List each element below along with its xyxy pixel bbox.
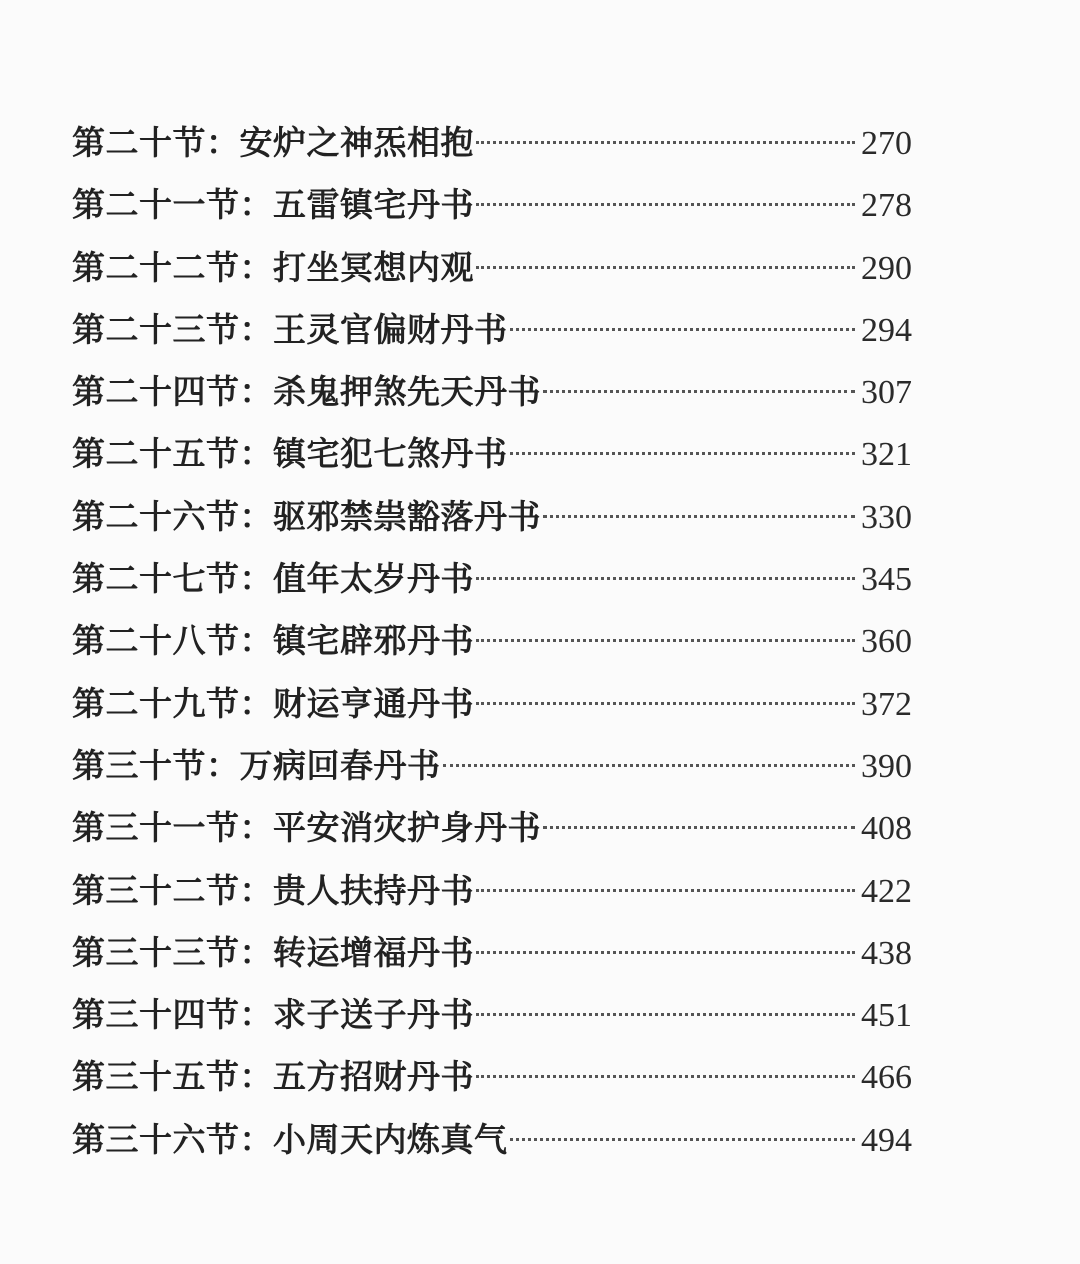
dot-leader xyxy=(476,639,855,642)
dot-leader xyxy=(543,515,855,518)
toc-entry-page: 278 xyxy=(861,187,912,225)
toc-entry-page: 422 xyxy=(861,872,912,910)
toc-entry-title: 第三十六节：小周天内炼真气 xyxy=(72,1119,508,1159)
toc-entry-24 xyxy=(72,361,912,423)
toc-entry-26 xyxy=(72,486,912,548)
table-of-contents xyxy=(72,112,912,1171)
toc-entry-title: 第二十八节：镇宅辟邪丹书 xyxy=(72,621,474,661)
toc-entry-20 xyxy=(72,112,912,174)
toc-entry-title: 第二十节：安炉之神炁相抱 xyxy=(72,123,474,162)
toc-entry-28 xyxy=(72,610,912,672)
toc-entry-title: 第三十三节：转运增福丹书 xyxy=(72,932,474,972)
toc-entry-page: 466 xyxy=(861,1059,912,1097)
toc-entry-title: 第三十四节：求子送子丹书 xyxy=(72,995,474,1035)
toc-entry-title: 第二十六节：驱邪禁祟豁落丹书 xyxy=(72,496,541,536)
toc-entry-page: 390 xyxy=(861,747,912,785)
toc-entry-page: 372 xyxy=(861,685,912,723)
dot-leader xyxy=(476,141,855,144)
dot-leader xyxy=(476,1013,855,1016)
dot-leader xyxy=(476,266,855,269)
toc-entry-title: 第三十节：万病回春丹书 xyxy=(72,745,441,785)
toc-entry-page: 290 xyxy=(861,249,912,287)
toc-entry-32 xyxy=(72,860,912,922)
dot-leader xyxy=(476,203,855,206)
dot-leader xyxy=(510,328,856,331)
toc-entry-30 xyxy=(72,735,912,797)
toc-entry-page: 330 xyxy=(861,498,912,536)
toc-entry-page: 345 xyxy=(861,561,912,599)
toc-entry-title: 第三十五节：五方招财丹书 xyxy=(72,1057,474,1097)
dot-leader xyxy=(476,702,855,705)
dot-leader xyxy=(543,390,855,393)
toc-entry-title: 第二十一节：五雷镇宅丹书 xyxy=(72,185,474,225)
toc-entry-title: 第二十四节：杀鬼押煞先天丹书 xyxy=(72,372,541,412)
dot-leader xyxy=(476,1075,855,1078)
toc-entry-title: 第二十二节：打坐冥想内观 xyxy=(72,247,474,287)
dot-leader xyxy=(510,1138,856,1141)
toc-entry-23 xyxy=(72,299,912,361)
toc-entry-33 xyxy=(72,922,912,984)
toc-entry-34 xyxy=(72,984,912,1046)
toc-entry-title: 第二十九节：财运亨通丹书 xyxy=(72,683,474,723)
dot-leader xyxy=(443,764,856,767)
toc-entry-29 xyxy=(72,673,912,735)
toc-entry-page: 307 xyxy=(861,374,912,412)
toc-entry-21 xyxy=(72,174,912,236)
toc-entry-page: 294 xyxy=(861,311,912,349)
dot-leader xyxy=(476,577,855,580)
toc-entry-27 xyxy=(72,548,912,610)
toc-entry-page: 360 xyxy=(861,623,912,661)
toc-entry-31 xyxy=(72,797,912,859)
toc-entry-page: 451 xyxy=(861,997,912,1035)
toc-entry-title: 第二十三节：王灵官偏财丹书 xyxy=(72,309,508,349)
toc-entry-page: 321 xyxy=(861,436,912,474)
dot-leader xyxy=(543,826,855,829)
toc-entry-title: 第三十一节：平安消灾护身丹书 xyxy=(72,808,541,848)
toc-entry-title: 第三十二节：贵人扶持丹书 xyxy=(72,870,474,910)
dot-leader xyxy=(510,452,856,455)
toc-entry-36 xyxy=(72,1109,912,1171)
dot-leader xyxy=(476,951,855,954)
toc-entry-title: 第二十五节：镇宅犯七煞丹书 xyxy=(72,434,508,474)
toc-entry-page: 494 xyxy=(861,1121,912,1159)
toc-entry-page: 438 xyxy=(861,934,912,972)
toc-entry-page: 408 xyxy=(861,810,912,848)
toc-entry-35 xyxy=(72,1046,912,1108)
toc-entry-title: 第二十七节：值年太岁丹书 xyxy=(72,559,474,599)
toc-entry-25 xyxy=(72,423,912,485)
toc-entry-page: 270 xyxy=(861,125,912,162)
toc-entry-22 xyxy=(72,237,912,299)
dot-leader xyxy=(476,889,855,892)
